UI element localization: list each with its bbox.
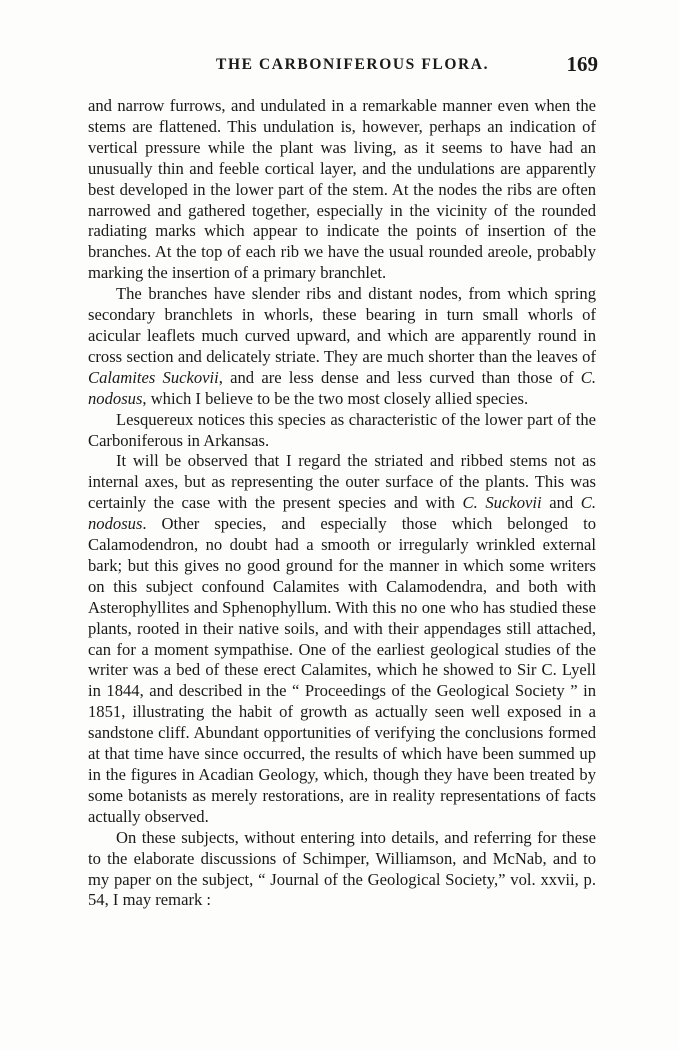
- paragraph: [88, 284, 596, 409]
- text-run: , and are less dense and less curved than those of: [218, 367, 581, 387]
- paragraph: [88, 410, 596, 452]
- species-name: C. Suckovii: [462, 493, 542, 513]
- text-run: . Other species, and especially those which belonged to Calamodendron, no doubt had a smooth or irregularly wrinkled external bark; but this gives no good ground for the manner in which some writers on this subject confound Calamites with Calamodendra, and both with Asterophyllites and Sphenophyllum. With this no one who has studied these plants, rooted in their native soils, and with their appendages still attached, can for a moment sympathise. One of the earliest geological studies of the writer was a bed of these erect Calamites, which he showed to Sir C. Lyell in 1844, and described in the “ Proceedings of the Geological Society ” in 1851, illustrating the habit of growth as actually seen well exposed in a sandstone cliff. Abundant opportunities of verifying the conclusions formed at that time have since occurred, the results of which have been summed up in the figures in Acadian Geology, which, though they have been treated by some botanists as merely restorations, are in reality representations of facts actually observed.: [88, 514, 596, 826]
- text-run: and: [541, 493, 581, 513]
- text-run: Lesquereux notices this species as characteristic of the lower part of the Carboniferous in Arkansas.: [88, 409, 596, 450]
- paragraph: [88, 451, 596, 827]
- page-number: 169: [566, 52, 598, 76]
- body-text: [88, 96, 596, 911]
- species-name: C. nodosus: [88, 367, 596, 408]
- paragraph: [88, 828, 596, 912]
- text-run: On these subjects, without entering into details, and referring for these to the elaborate discussions of Schimper, Williamson, and McNab, and to my paper on the subject, “ Journal of the Geological Society,” vol. xxvii, p. 54, I may remark :: [88, 827, 596, 910]
- text-run: The branches have slender ribs and distant nodes, from which spring secondary branchlets in whorls, these bearing in turn small whorls of acicular leaflets much curved upward, and which are apparently round in cross section and delicately striate. They are much shorter than the leaves of: [88, 284, 596, 366]
- text-run: It will be observed that I regard the striated and ribbed stems not as internal axes, but as representing the outer surface of the plants. This was certainly the case with the present species and with: [88, 451, 596, 513]
- species-name: Calamites Suckovii: [88, 367, 219, 387]
- text-run: and narrow furrows, and undulated in a remarkable manner even when the stems are flattened. This undulation is, however, perhaps an indication of vertical pressure while the plant was living, as it seems to have had an unusually thin and feeble cortical layer, and the undulations are apparently best developed in the lower part of the stem. At the nodes the ribs are often narrowed and gathered together, especially in the vicinity of the rounded radiating marks which appear to indicate the points of insertion of the branches. At the top of each rib we have the usual rounded areole, probably marking the insertion of a primary branchlet.: [88, 96, 596, 283]
- text-run: , which I believe to be the two most closely allied species.: [142, 388, 529, 408]
- running-title: THE CARBONIFEROUS FLORA.: [216, 56, 490, 73]
- paragraph: [88, 96, 596, 284]
- species-name: C. nodosus: [88, 493, 596, 534]
- running-head: [88, 52, 598, 82]
